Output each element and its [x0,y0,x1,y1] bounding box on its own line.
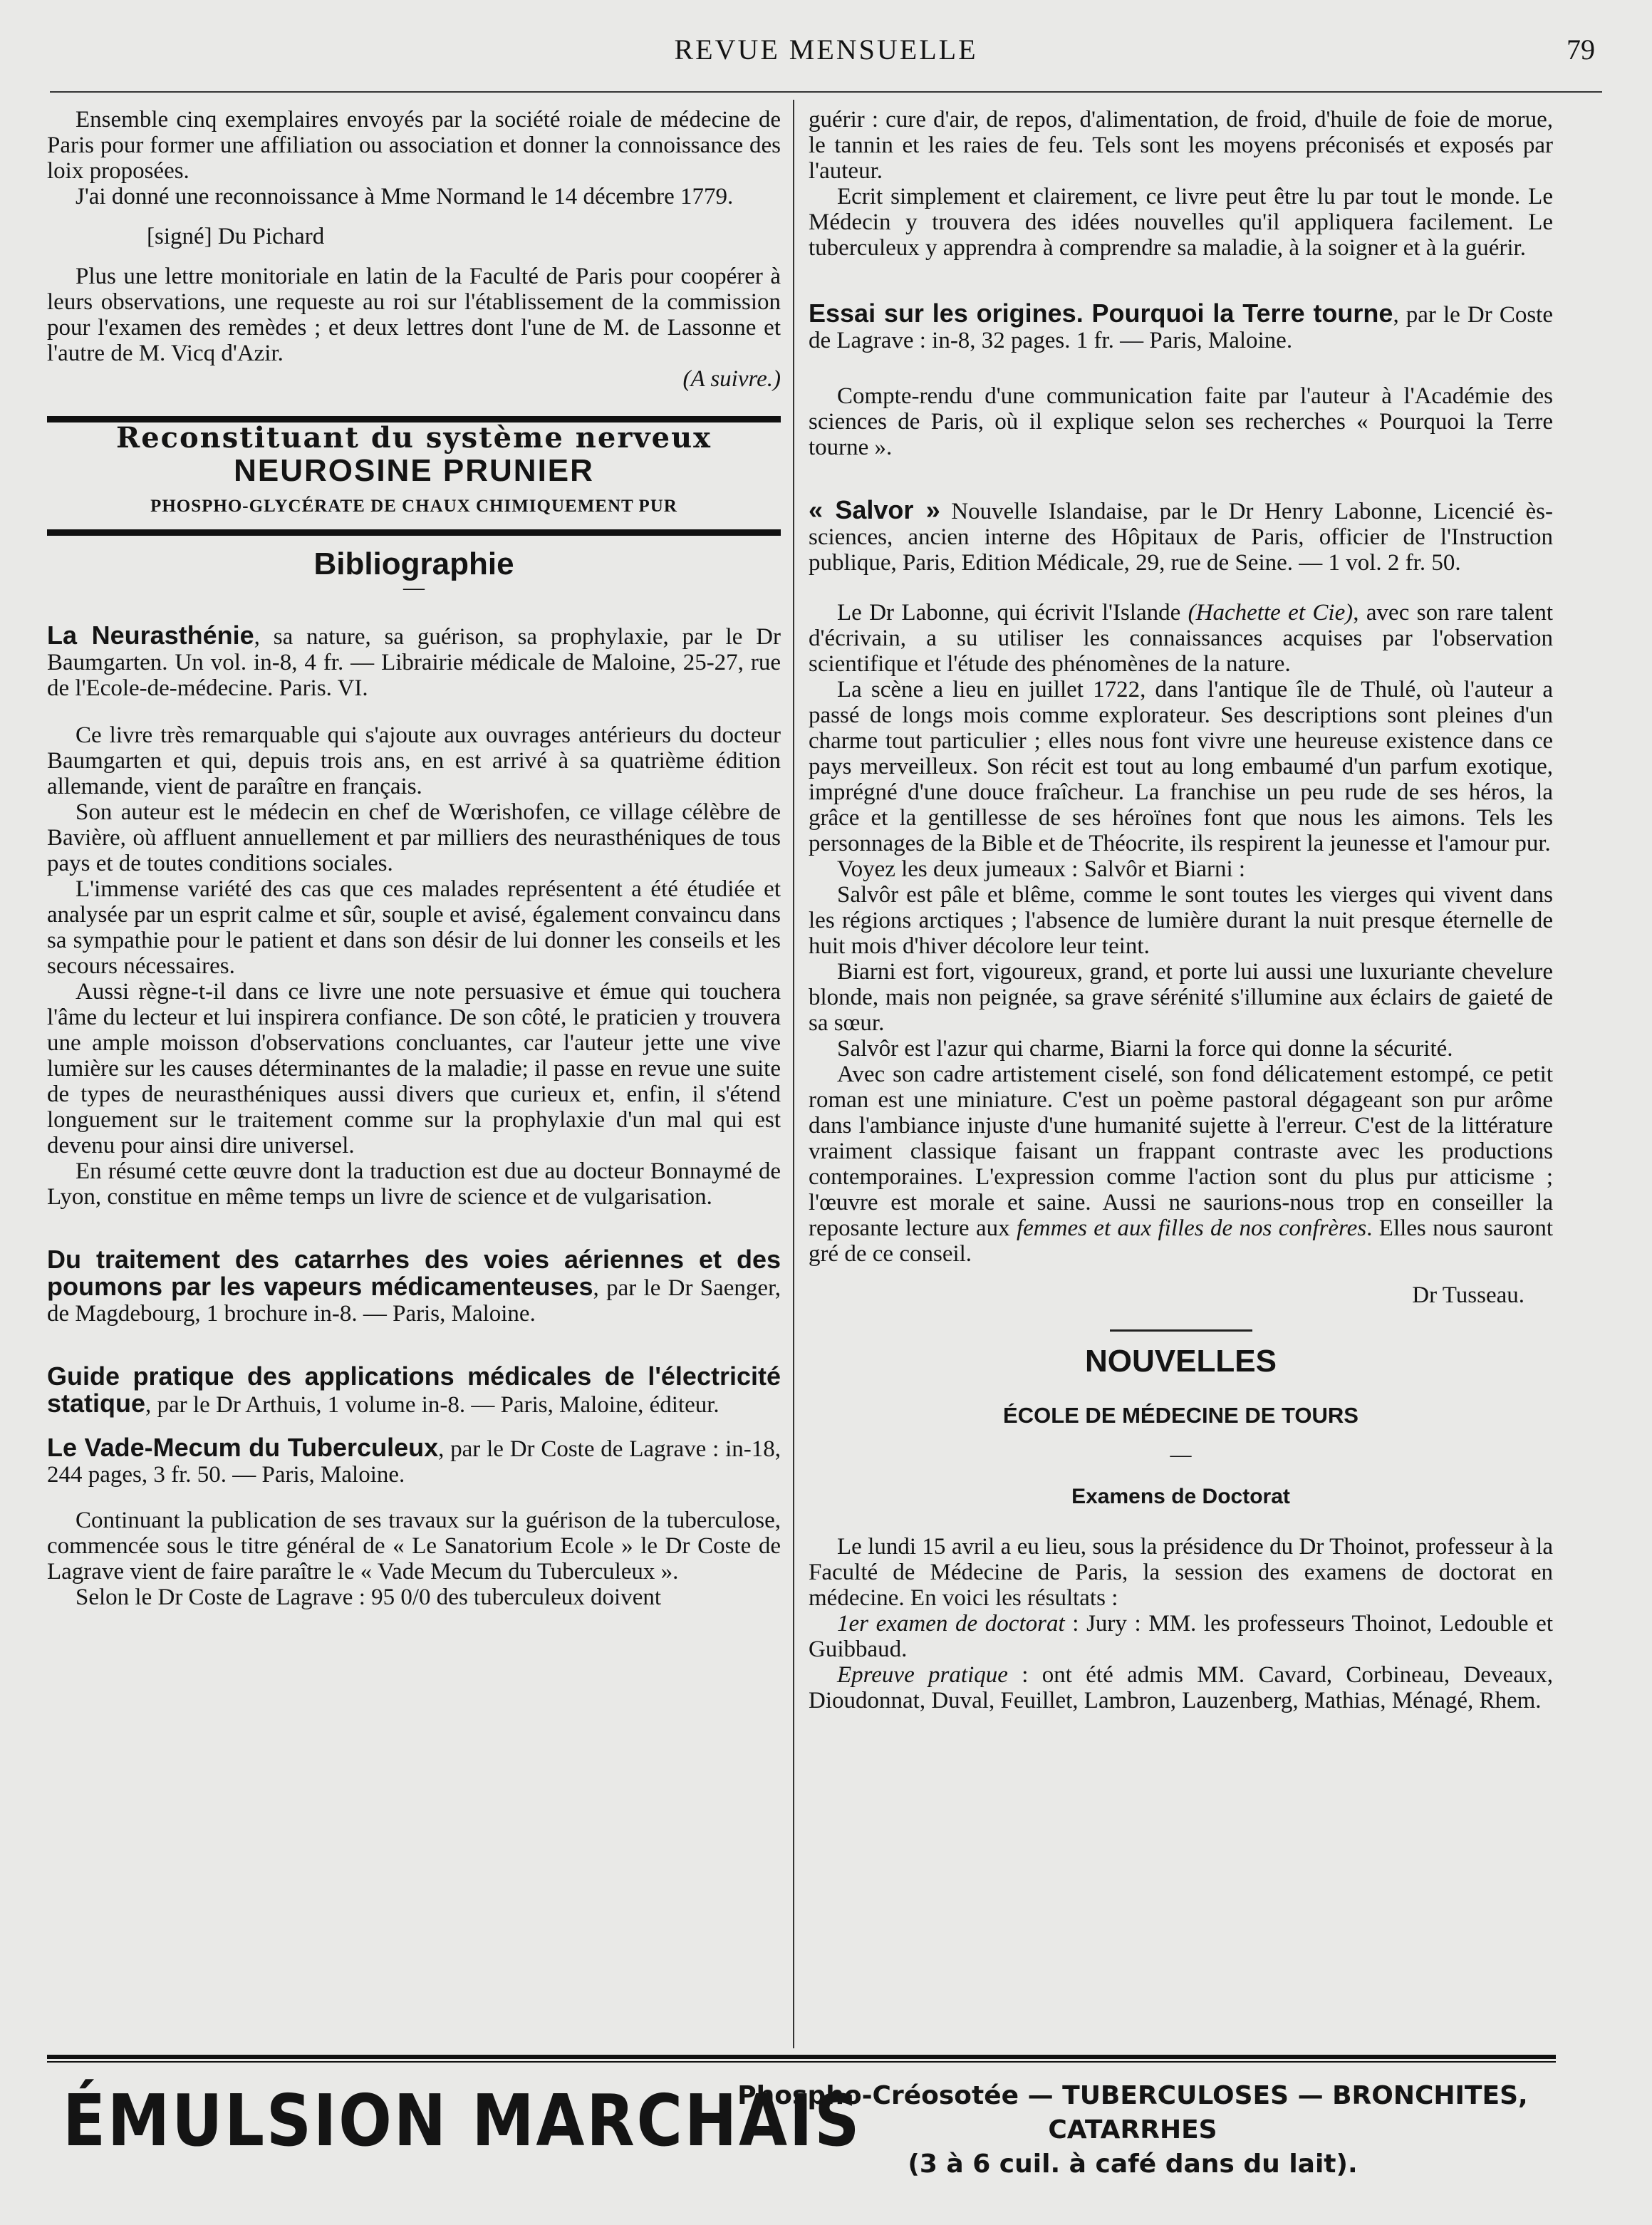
journal-title: REVUE MENSUELLE [674,33,978,66]
ad-line-reconstituant: Reconstituant du système nerveux [115,421,712,455]
right-column [809,107,1553,1713]
intro-paragraph-1: Ensemble cinq exemplaires envoyés par la société roiale de médecine de Paris pour former une affiliation ou association et donner la connoissance des loix proposées. [47,107,781,184]
salvor-paragraph-7 [809,1062,1553,1267]
entry-ref-essai: , par le Dr Coste de Lagrave : in-8, 32 pages. 1 fr. — Paris, Maloine. [809,302,1553,353]
running-header [50,27,1602,70]
entry-title-vademecum: Le Vade-Mecum du Tuberculeux [47,1433,439,1462]
exams-paragraph-1: Le lundi 15 avril a eu lieu, sous la présidence du Dr Thoinot, professeur à la Faculté de Médecine de Paris, la session des examens de doctorat en médecine. En voici les résultats : [809,1534,1553,1611]
salvor-paragraph-2: La scène a lieu en juillet 1722, dans l'antique île de Thulé, où l'auteur a passé de longs mois comme explorateur. Ses descriptions sont pleines d'un charme tout particulier ; elles nous font vivre une heureuse existence dans ce pays merveilleux. Son récit est tout au long embaumé d'un parfum exotique, imprégné d'une douce fraîcheur. La franchise un peu rude de ses héros, la grâce et la gentillesse de ses héroïnes font que nous les aimons. Tels les personnages de la Bible et de Théocrite, ils respirent la jeunesse et l'amour pur. [809,677,1553,856]
entry-ref-neurasthenie: , sa nature, sa guérison, sa prophylaxie, par le Dr Baumgarten. Un vol. in-8, 4 fr. — Librairie médicale de Maloine, 25-27, rue de l'Ecole-de-médecine. Paris. VI. [47,624,781,701]
salvor-p1-end: , avec son rare talent d'écrivain, a su utiliser les connaissances acquises par l'observation scientifique et l'étude des phénomènes de la nature. [809,600,1553,677]
neurasthenie-paragraph-2: Son auteur est le médecin en chef de Wœrishofen, ce village célèbre de Bavière, où affluent annuellement et par milliers des neurasthéniques de tous pays et de toutes conditions sociales. [47,799,781,876]
exams-paragraph-2 [809,1611,1553,1662]
neurasthenie-paragraph-1: Ce livre très remarquable qui s'ajoute aux ouvrages antérieurs du docteur Baumgarten et qui, depuis trois ans, en est arrivé à sa quatrième édition allemande, vient de paraître en français. [47,722,781,799]
exams-p2-italic: 1er examen de doctorat [837,1611,1065,1637]
vademecum-paragraph-1: Continuant la publication de ses travaux sur la guérison de la tuberculose, commencée sous le titre général de « Le Sanatorium Ecole » le Dr Coste de Lagrave vient de faire paraître le « Vade Mecum du Tuberculeux ». [47,1508,781,1585]
entry-ref-catarrhes: , par le Dr Saenger, de Magdebourg, 1 brochure in-8. — Paris, Maloine. [47,1275,781,1327]
exams-paragraph-3 [809,1662,1553,1713]
salvor-last-italic: femmes et aux filles de nos confrères [1016,1215,1367,1241]
page-number: 79 [1567,33,1595,66]
salvor-paragraph-6: Salvôr est l'azur qui charme, Biarni la force qui donne la sécurité. [837,1036,1453,1062]
left-column [47,107,781,1610]
ad-line-neurosine: NEUROSINE PRUNIER [234,453,594,488]
neurosine-ad [47,421,781,519]
entry-title-guide: Guide pratique des applications médicales de l'électricité statique [47,1362,781,1418]
entry-vademecum [47,1435,781,1488]
ad-bottom-rule [47,529,781,536]
exams-p3-text: : ont été admis MM. Cavard, Corbineau, Deveaux, Dioudonnat, Duval, Feuillet, Lambron, Lauzenberg, Mathias, Ménagé, Rhem. [809,1662,1553,1713]
neurasthenie-paragraph-5: En résumé cette œuvre dont la traduction est due au docteur Bonnaymé de Lyon, constitue en même temps un livre de science et de vulgarisation. [47,1158,781,1210]
section-title-bibliographie: Bibliographie [313,546,514,581]
school-title: ÉCOLE DE MÉDECINE DE TOURS [1003,1403,1359,1428]
entry-neurasthenie [47,623,781,701]
vademecum-paragraph-2: Selon le Dr Coste de Lagrave : 95 0/0 des tuberculeux doivent [76,1585,662,1610]
salvor-paragraph-5: Biarni est fort, vigoureux, grand, et porte lui aussi une luxuriante chevelure blonde, mais non peignée, sa grave sérénité s'illumine aux éclairs de gaieté de sa sœur. [809,959,1553,1036]
exams-p3-italic: Epreuve pratique [837,1662,1008,1688]
salvor-last-end: . Elles nous sauront gré de ce conseil. [809,1215,1553,1267]
salvor-paragraph-1 [809,600,1553,677]
nouvelles-rule [1110,1329,1252,1332]
intro-paragraph-2: J'ai donné une reconnoissance à Mme Normand le 14 décembre 1779. [76,184,734,209]
salvor-paragraph-3: Voyez les deux jumeaux : Salvôr et Biarni : [837,856,1246,882]
exams-p2-text: : Jury : MM. les professeurs Thoinot, Ledouble et Guibbaud. [809,1611,1553,1662]
to-be-continued: (A suivre.) [682,366,781,392]
salvor-p1-start: Le Dr Labonne, qui écrivit l'Islande [837,600,1188,626]
salvor-p1-publisher: (Hachette et Cie) [1188,600,1354,626]
entry-catarrhes [47,1247,781,1327]
exams-title: Examens de Doctorat [1071,1485,1290,1508]
footer-rule-thick [47,2055,1556,2059]
entry-title-salvor: « Salvor » [809,495,940,524]
entry-title-catarrhes: Du traitement des catarrhes des voies aériennes et des poumons par les vapeurs médicamenteuses [47,1245,781,1301]
entry-ref-salvor: Nouvelle Islandaise, par le Dr Henry Labonne, Licencié ès-sciences, ancien interne des Hôpitaux de Paris, officier de l'Instruction publique, Paris, Edition Médicale, 29, rue de Seine. — 1 vol. 2 fr. 50. [809,499,1553,576]
letter-paragraph: Plus une lettre monitoriale en latin de la Faculté de Paris pour coopérer à leurs observations, une requeste au roi sur l'établissement de la commission pour l'examen des remèdes ; et deux lettres dont l'une de M. de Lassonne et l'autre de M. Vicq d'Azir. [47,264,781,366]
ad-line-phospho: PHOSPHO-GLYCÉRATE DE CHAUX CHIMIQUEMENT PUR [150,497,677,516]
footer-brand: ÉMULSION MARCHAIS [63,2079,862,2162]
column-divider [793,100,794,2048]
signature: [signé] Du Pichard [147,224,325,249]
entry-salvor [809,497,1553,576]
entry-title-neurasthenie: La Neurasthénie [47,621,254,650]
section-title-nouvelles: NOUVELLES [1085,1344,1277,1379]
footer-rule-thin [47,2061,1556,2063]
section-dash: — [403,576,425,599]
footer-tagline [712,2079,1553,2182]
neurasthenie-paragraph-3: L'immense variété des cas que ces malades représentent a été étudiée et analysée par un esprit calme et sûr, souple et avisé, également convaincu dans sa sympathie pour le patient et dans son désir de lui donner les conseils et les secours nécessaires. [47,876,781,979]
footer-tagline-line2: (3 à 6 cuil. à café dans du lait). [908,2149,1358,2179]
review-signature: Dr Tusseau. [1412,1282,1524,1308]
essai-paragraph: Compte-rendu d'une communication faite par l'auteur à l'Académie des sciences de Paris, où il explique selon ses recherches « Pourquoi la Terre tourne ». [809,383,1553,460]
entry-essai [809,301,1553,353]
entry-ref-vademecum: , par le Dr Coste de Lagrave : in-18, 244 pages, 3 fr. 50. — Paris, Maloine. [47,1436,781,1488]
entry-title-essai: Essai sur les origines. Pourquoi la Terre tourne [809,299,1393,328]
continued-paragraph-1: guérir : cure d'air, de repos, d'alimentation, de froid, d'huile de foie de morue, le tannin et les raies de feu. Tels sont les moyens préconisés et exposés par l'auteur. [809,107,1553,184]
neurasthenie-paragraph-4: Aussi règne-t-il dans ce livre une note persuasive et émue qui touchera l'âme du lecteur et lui inspirera confiance. De son côté, le praticien y trouvera une ample moisson d'observations concluantes, car l'auteur jette une vive lumière sur les causes déterminantes de la maladie; il passe en revue une suite de types de neurasthéniques aussi divers que curieux et, enfin, il s'étend longuement sur le traitement comme sur la prophylaxie d'un mal qui est devenu pour ainsi dire universel. [47,979,781,1158]
entry-guide [47,1364,781,1418]
continued-paragraph-2: Ecrit simplement et clairement, ce livre peut être lu par tout le monde. Le Médecin y trouvera des idées nouvelles qu'il appliquera facilement. Le tuberculeux y apprendra à comprendre sa maladie, à la soigner et à la guérir. [809,184,1553,261]
school-dash: — [1170,1443,1192,1466]
salvor-paragraph-4: Salvôr est pâle et blême, comme le sont toutes les vierges qui vivent dans les régions arctiques ; l'absence de lumière durant la nuit presque éternelle de huit mois d'hiver décolore leur teint. [809,882,1553,959]
salvor-last-start: Avec son cadre artistement ciselé, son fond délicatement estompé, ce petit roman est une miniature. C'est un poème pastoral dégageant son pur arôme dans l'ambiance injuste d'une humanité sujette à l'erreur. C'est de la littérature vraiment classique faisant un frappant contraste avec les productions contemporaines. L'expression comme l'action sont du plus pur atticisme ; l'œuvre est morale et saine. Aussi ne saurions-nous trop en conseiller la reposante lecture aux [809,1062,1553,1241]
footer-tagline-line1: Phospho-Créosotée — TUBERCULOSES — BRONCHITES, CATARRHES [737,2081,1528,2144]
entry-ref-guide: , par le Dr Arthuis, 1 volume in-8. — Paris, Maloine, éditeur. [145,1392,719,1418]
header-rule [50,91,1602,93]
